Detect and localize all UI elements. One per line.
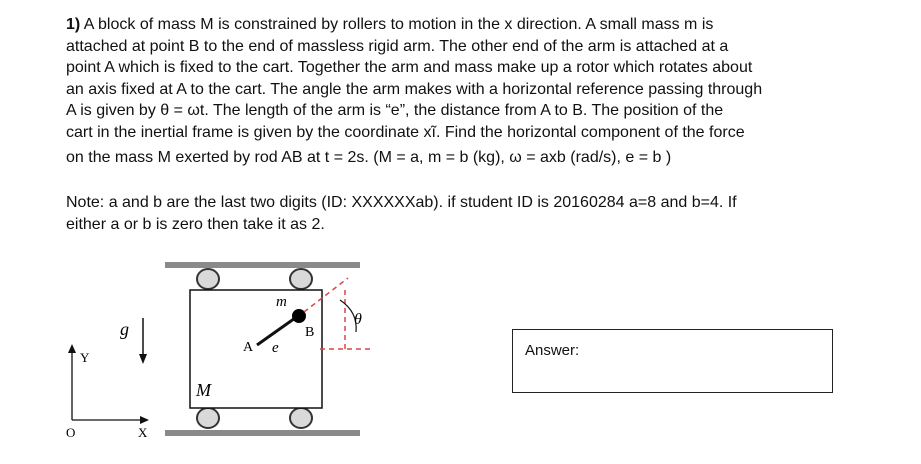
- label-Y: Y: [80, 350, 90, 365]
- roller-bottom-left: [197, 408, 219, 428]
- roller-top-right: [290, 269, 312, 289]
- bottom-rail: [165, 430, 360, 436]
- label-m: m: [276, 294, 287, 310]
- problem-line-5: A is given by θ = ωt. The length of the arm is “e”, the distance from A to B. The position of the: [66, 102, 724, 119]
- problem-line-6: cart in the inertial frame is given by the coordinate xĩ. Find the horizontal component of the force: [66, 123, 745, 141]
- problem-line-7: on the mass M exerted by rod AB at t = 2s. (M = a, m = b (kg), ω = axb (rad/s), e = b ): [66, 149, 672, 166]
- x-axis-arrowhead: [140, 416, 149, 424]
- label-M: M: [196, 380, 211, 400]
- gravity-arrowhead: [139, 354, 147, 364]
- problem-number: 1): [66, 16, 81, 33]
- problem-line-1-text: A block of mass M is constrained by rollers to motion in the x direction. A small mass m is: [83, 16, 714, 33]
- note-line-2: either a or b is zero then take it as 2.: [66, 215, 325, 233]
- label-O: O: [66, 425, 76, 440]
- answer-label: Answer:: [525, 342, 580, 359]
- problem-line-4: an axis fixed at A to the cart. The angle the arm makes with a horizontal reference passing through: [66, 80, 763, 98]
- top-rail: [165, 262, 360, 268]
- roller-bottom-right: [290, 408, 312, 428]
- label-theta: θ: [354, 311, 362, 328]
- answer-box[interactable]: [512, 329, 833, 393]
- rotor-mass: [292, 309, 306, 323]
- problem-line-2: attached at point B to the end of massless rigid arm. The other end of the arm is attached at a: [66, 37, 729, 55]
- y-axis-arrowhead: [68, 344, 76, 353]
- label-A: A: [243, 340, 254, 355]
- problem-line-3: point A which is fixed to the cart. Together the arm and mass make up a rotor which rotates about: [66, 59, 753, 76]
- label-e: e: [272, 340, 279, 356]
- roller-top-left: [197, 269, 219, 289]
- note-line-1: Note: a and b are the last two digits (ID: XXXXXXab). if student ID is 20160284 a=8 and b=4. If: [66, 194, 737, 211]
- label-g: g: [120, 319, 129, 339]
- label-X: X: [138, 425, 148, 440]
- label-B: B: [305, 325, 315, 340]
